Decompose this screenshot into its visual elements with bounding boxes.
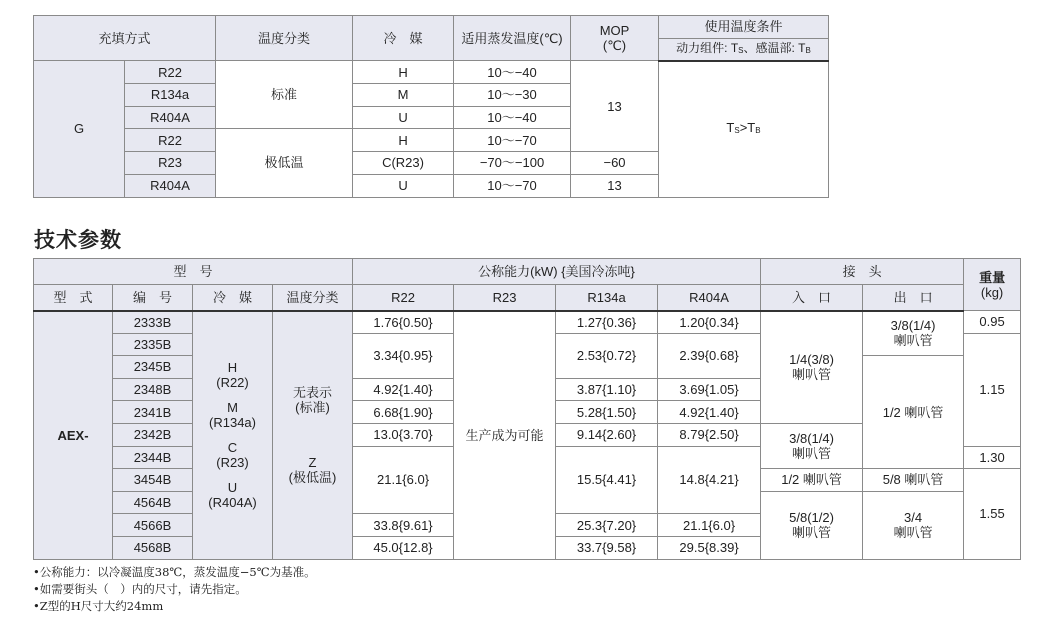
- footnote: •公称能力：以冷凝温度38℃，蒸发温度−5℃为基准。: [33, 565, 316, 579]
- r134a-cell: 3.87{1.10}: [556, 378, 658, 401]
- number-cell: 2341B: [113, 401, 193, 424]
- r134a-cell: 15.5{4.41}: [556, 446, 658, 514]
- r134a-cell: 25.3{7.20}: [556, 514, 658, 537]
- weight-cell: 0.95: [964, 311, 1021, 334]
- ref-name: (R404A): [208, 495, 257, 511]
- class-code: Z: [308, 455, 317, 471]
- refrigerant-cell: R23: [125, 152, 216, 175]
- r404a-cell: 4.92{1.40}: [658, 401, 761, 424]
- ref-name: (R134a): [209, 415, 256, 431]
- footnote: •Z型的H尺寸大约24mm: [33, 599, 164, 613]
- number-cell: 2333B: [113, 311, 193, 334]
- header-use-condition: 使用温度条件: [659, 16, 829, 39]
- inlet-kind: 喇叭管: [792, 446, 832, 462]
- number-cell: 2344B: [113, 446, 193, 469]
- header-r404a: R404A: [658, 285, 761, 311]
- refrigerant-cell: R22: [125, 61, 216, 84]
- class-cell: 标准: [216, 61, 353, 129]
- refrigerant-cell: R134a: [125, 84, 216, 107]
- r22-cell: 45.0{12.8}: [353, 536, 454, 559]
- code-cell: H: [353, 61, 454, 84]
- outlet-cell: 1/2 喇叭管: [863, 356, 964, 469]
- header-fill-method: 充填方式: [34, 16, 216, 61]
- header-mop: [571, 16, 659, 61]
- type-cell: AEX-: [34, 311, 113, 560]
- header-refrigerant: 冷 媒: [353, 16, 454, 61]
- header-temp-class: 温度分类: [273, 285, 353, 311]
- header-inlet: 入 口: [761, 285, 863, 311]
- r22-cell: 4.92{1.40}: [353, 378, 454, 401]
- range-cell: 10～−70: [454, 129, 571, 152]
- bulb-sub: B: [805, 45, 811, 55]
- refrigerant-cell: R404A: [125, 174, 216, 197]
- code-cell: U: [353, 174, 454, 197]
- number-cell: 2345B: [113, 356, 193, 379]
- code-cell: U: [353, 106, 454, 129]
- weight-cell: 1.15: [964, 333, 1021, 446]
- weight-label: 重量: [979, 269, 1006, 285]
- number-cell: 2348B: [113, 378, 193, 401]
- header-weight: [964, 259, 1021, 311]
- charging-method-table: [33, 15, 829, 198]
- outlet-size: 3/8(1/4): [890, 318, 936, 334]
- condition-cell: [659, 61, 829, 197]
- power-label: 动力组件: T: [676, 40, 739, 55]
- cond-a: T: [726, 120, 735, 136]
- inlet-size: 3/8(1/4): [789, 431, 834, 447]
- ref-name: (R22): [216, 375, 249, 391]
- outlet-size: 3/4: [904, 510, 923, 526]
- footnote: •如需要街头（ ）内的尺寸，请先指定。: [33, 582, 247, 596]
- inlet-kind: 喇叭管: [792, 525, 832, 541]
- r404a-cell: 3.69{1.05}: [658, 378, 761, 401]
- number-cell: 4566B: [113, 514, 193, 537]
- r134a-cell: 5.28{1.50}: [556, 401, 658, 424]
- r22-cell: 6.68{1.90}: [353, 401, 454, 424]
- code-cell: C(R23): [353, 152, 454, 175]
- r404a-cell: 21.1{6.0}: [658, 514, 761, 537]
- header-evap-temp: 适用蒸发温度(℃): [454, 16, 571, 61]
- mop-cell: 13: [571, 61, 659, 152]
- r22-cell: 13.0{3.70}: [353, 423, 454, 446]
- outlet-cell: [863, 491, 964, 559]
- inlet-cell: [761, 491, 863, 559]
- header-number: 编 号: [113, 285, 193, 311]
- inlet-cell: [761, 311, 863, 424]
- r22-cell: 21.1{6.0}: [353, 446, 454, 514]
- bulb-label: 、感温部: T: [743, 40, 806, 55]
- r134a-cell: 1.27{0.36}: [556, 311, 658, 334]
- spec-table: [33, 258, 1021, 560]
- fill-method-cell: G: [34, 61, 125, 197]
- header-outlet: 出 口: [863, 285, 964, 311]
- r404a-cell: 29.5{8.39}: [658, 536, 761, 559]
- footnotes: [33, 564, 316, 615]
- range-cell: 10～−70: [454, 174, 571, 197]
- mop-cell: 13: [571, 174, 659, 197]
- outlet-kind: 喇叭管: [893, 525, 933, 541]
- ref-code: H: [227, 360, 238, 376]
- ref-name: (R23): [216, 455, 249, 471]
- r22-cell: 3.34{0.95}: [353, 333, 454, 378]
- inlet-cell: 1/2 喇叭管: [761, 469, 863, 492]
- header-condition-detail: [659, 38, 829, 61]
- cond-op: >T: [739, 120, 756, 136]
- mop-cell: −60: [571, 152, 659, 175]
- header-r23: R23: [454, 285, 556, 311]
- inlet-size: 5/8(1/2): [789, 510, 834, 526]
- temp-class-list-cell: [273, 311, 353, 560]
- range-cell: 10～−30: [454, 84, 571, 107]
- inlet-cell: [761, 423, 863, 468]
- number-cell: 4564B: [113, 491, 193, 514]
- ref-code: C: [227, 440, 238, 456]
- class-code: 无表示: [293, 385, 333, 401]
- cond-b-sub: B: [755, 126, 761, 136]
- header-refrigerant: 冷 媒: [193, 285, 273, 311]
- weight-cell: 1.30: [964, 446, 1021, 469]
- number-cell: 3454B: [113, 469, 193, 492]
- class-cell: 极低温: [216, 129, 353, 197]
- header-capacity: 公称能力(kW) {美国冷冻吨}: [353, 259, 761, 285]
- range-cell: −70～−100: [454, 152, 571, 175]
- cond-a-sub: S: [734, 126, 740, 136]
- ref-code: U: [227, 480, 238, 496]
- r23-cell: 生产成为可能: [454, 311, 556, 560]
- outlet-kind: 喇叭管: [893, 333, 933, 349]
- code-cell: M: [353, 84, 454, 107]
- power-sub: S: [738, 45, 744, 55]
- refrigerant-cell: R404A: [125, 106, 216, 129]
- range-cell: 10～−40: [454, 106, 571, 129]
- code-cell: H: [353, 129, 454, 152]
- outlet-cell: [863, 311, 964, 356]
- inlet-kind: 喇叭管: [792, 367, 832, 383]
- r404a-cell: 1.20{0.34}: [658, 311, 761, 334]
- header-r134a: R134a: [556, 285, 658, 311]
- section-title: 技术参数: [34, 229, 122, 252]
- r134a-cell: 9.14{2.60}: [556, 423, 658, 446]
- refrigerant-list-cell: [193, 311, 273, 560]
- r404a-cell: 8.79{2.50}: [658, 423, 761, 446]
- mop-unit: (℃): [602, 38, 627, 54]
- number-cell: 2335B: [113, 333, 193, 356]
- r22-cell: 33.8{9.61}: [353, 514, 454, 537]
- class-name: (标准): [295, 400, 330, 416]
- inlet-size: 1/4(3/8): [789, 352, 834, 368]
- r404a-cell: 14.8{4.21}: [658, 446, 761, 514]
- number-cell: 2342B: [113, 423, 193, 446]
- header-temp-class: 温度分类: [216, 16, 353, 61]
- r404a-cell: 2.39{0.68}: [658, 333, 761, 378]
- number-cell: 4568B: [113, 536, 193, 559]
- ref-code: M: [227, 400, 238, 416]
- weight-cell: 1.55: [964, 469, 1021, 559]
- header-type: 型 式: [34, 285, 113, 311]
- mop-label: MOP: [599, 23, 630, 39]
- r22-cell: 1.76{0.50}: [353, 311, 454, 334]
- header-r22: R22: [353, 285, 454, 311]
- header-fitting: 接 头: [761, 259, 964, 285]
- range-cell: 10～−40: [454, 61, 571, 84]
- r134a-cell: 2.53{0.72}: [556, 333, 658, 378]
- class-name: (极低温): [288, 470, 337, 486]
- refrigerant-cell: R22: [125, 129, 216, 152]
- weight-unit: (kg): [980, 284, 1004, 300]
- r134a-cell: 33.7{9.58}: [556, 536, 658, 559]
- header-model: 型 号: [34, 259, 353, 285]
- outlet-cell: 5/8 喇叭管: [863, 469, 964, 492]
